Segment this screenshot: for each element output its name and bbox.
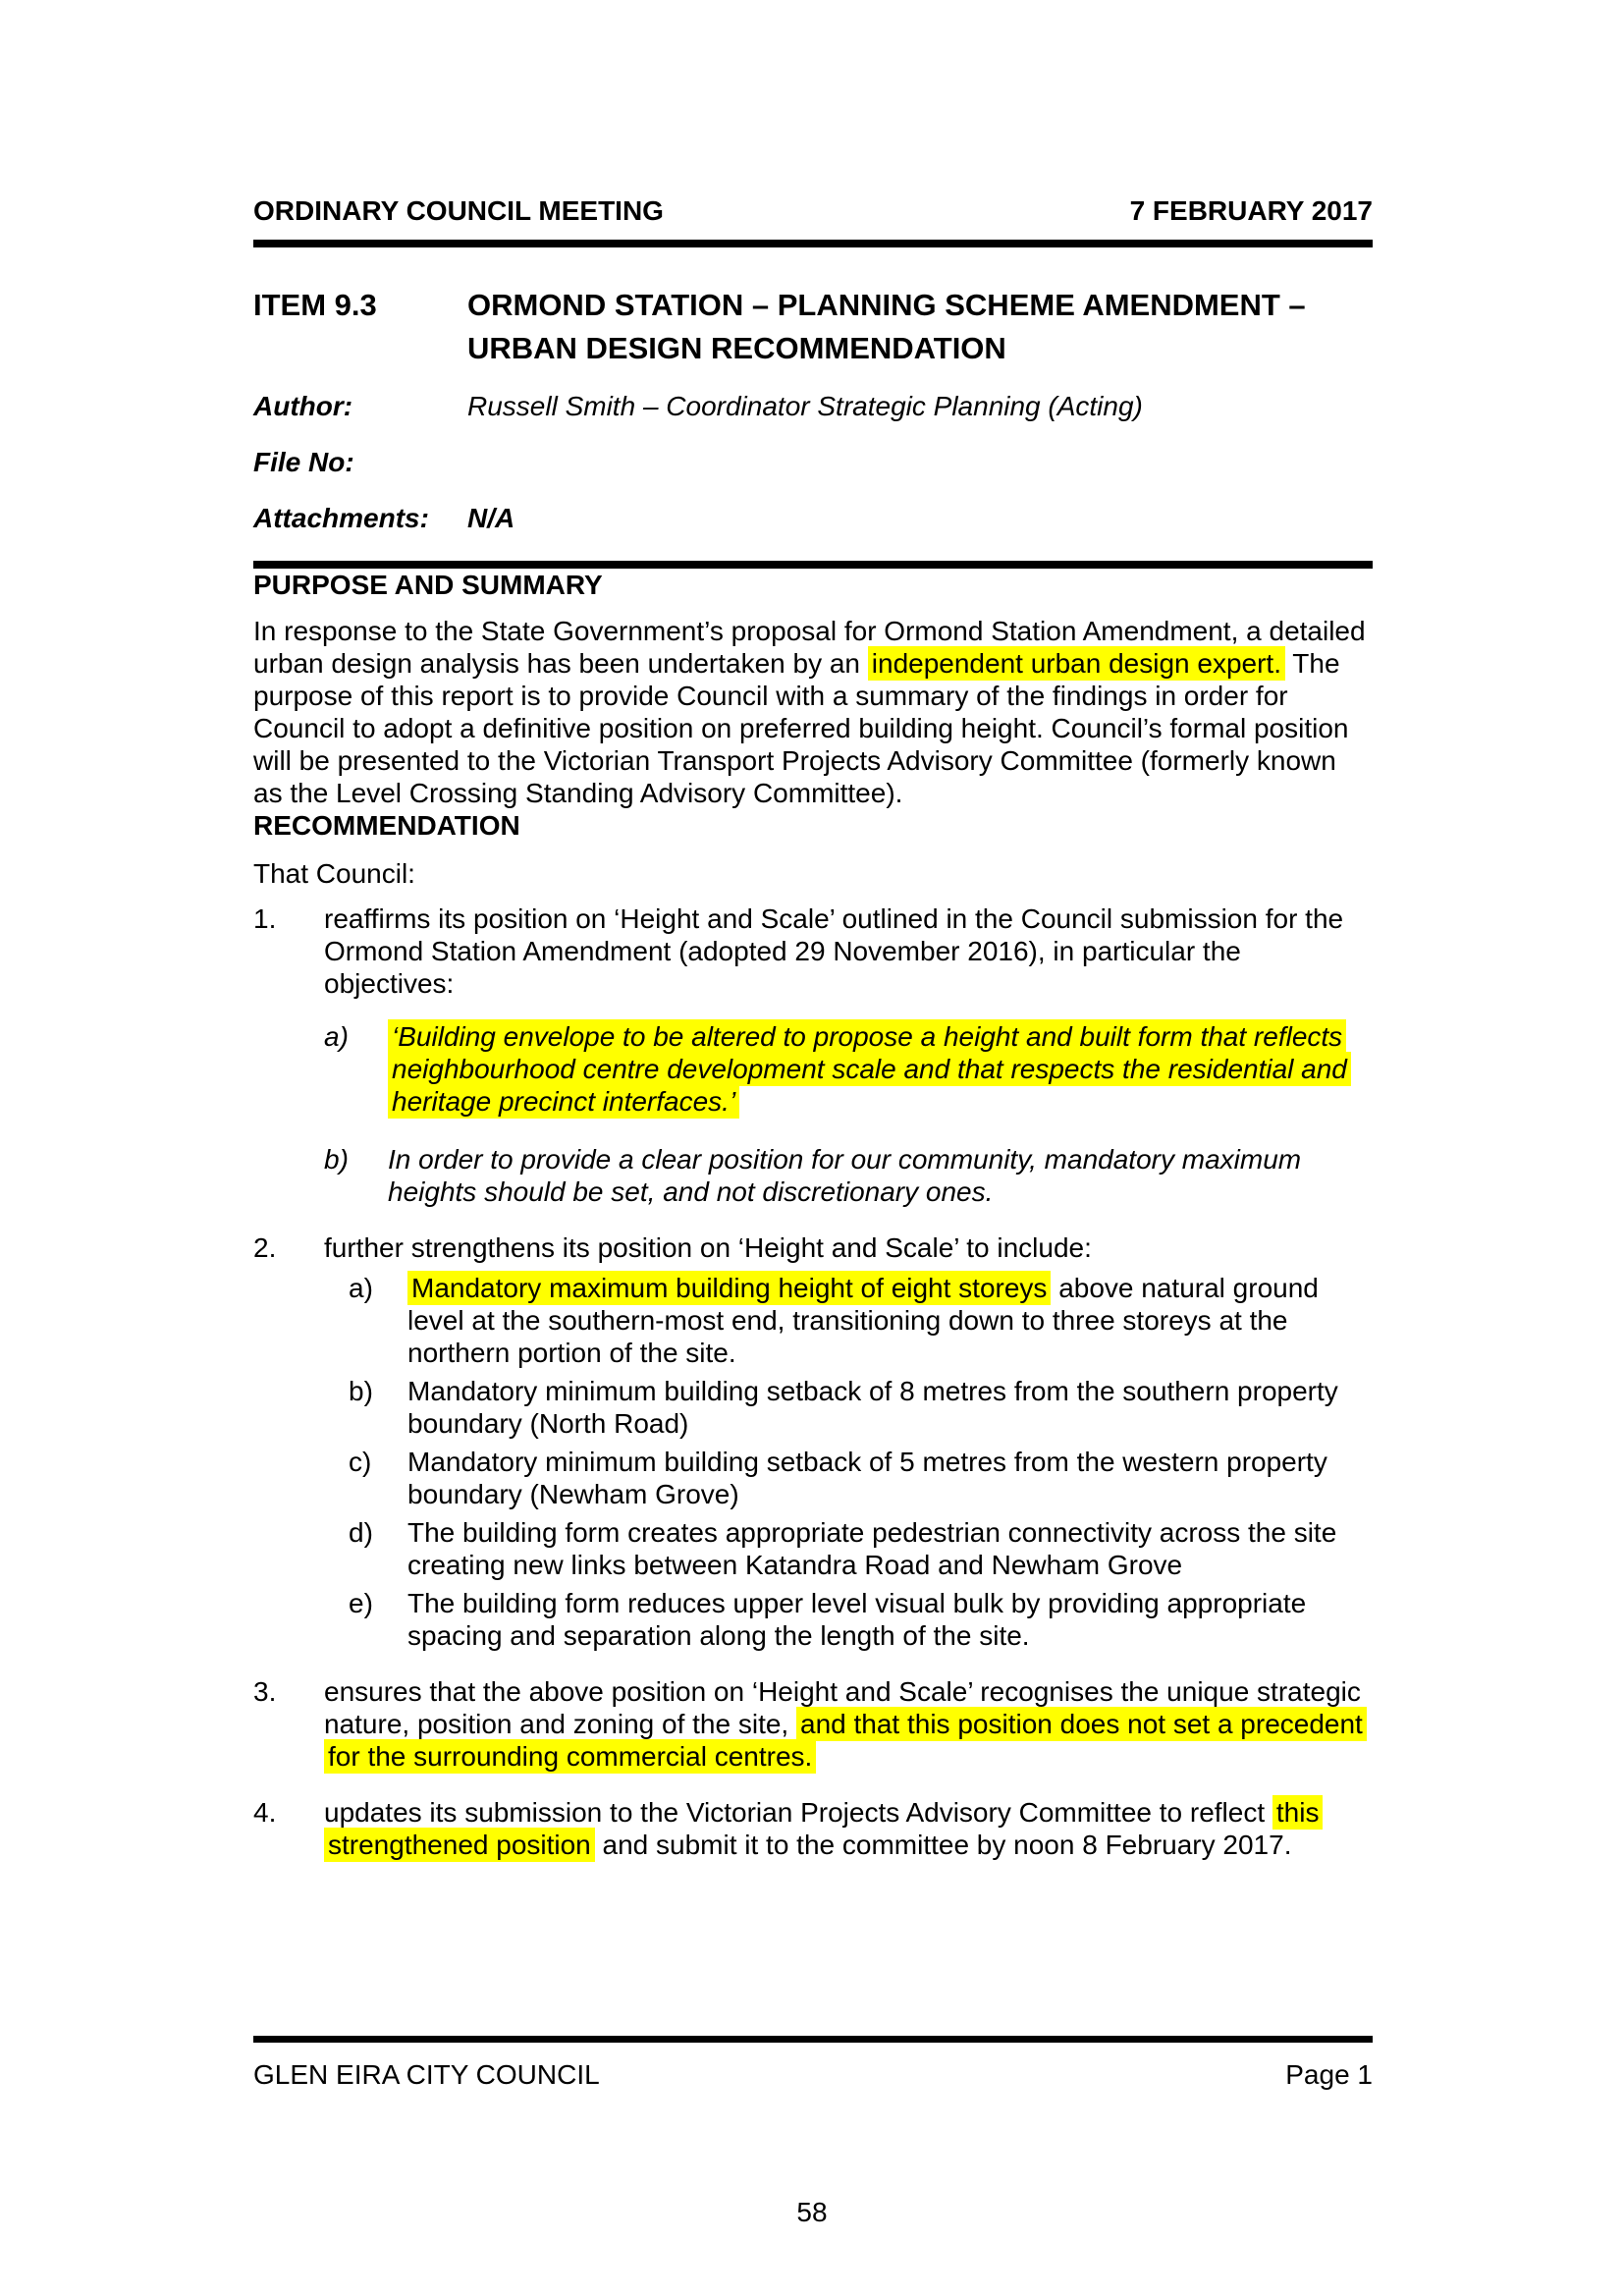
divider-rule [253,561,1373,569]
sub-item-marker: a) [349,1273,373,1303]
item-marker: 4. [253,1797,277,1828]
recommendation-heading: RECOMMENDATION [253,810,520,841]
highlighted-text: Mandatory maximum building height of eight storeys [407,1271,1051,1305]
item-heading-block [253,284,1373,370]
sub-item-marker: e) [349,1588,373,1618]
item-body [324,902,1373,1208]
text-segment: further strengthens its position on ‘Height and Scale’ to include: [324,1232,1092,1263]
meta-label: File No: [253,447,354,477]
page-header [253,194,1373,227]
meta-row-attachments [253,502,1373,534]
sub-item-list [324,1272,1373,1652]
header-meeting-date: 7 FEBRUARY 2017 [1129,195,1373,226]
recommendation-intro: That Council: [253,858,415,889]
recommendation-item-1 [253,902,1373,1208]
text-segment: In response to the State Government’s proposal for Ormond Station Amendment, a detailed urban design analysis has been undertaken by an [253,616,1366,679]
sub-item-a [324,1020,1373,1118]
text-segment: The purpose of this report is to provide Council with a summary of the findings in order for Council to adopt a definitive position on preferred building height. Council’s formal position will be presented to the Victorian Transport Projects Advisory Committee (formerly known as the Level Crossing Standing Advisory Committee). [253,648,1349,808]
meta-value: N/A [467,503,515,533]
sub-item-text [407,1587,1373,1652]
pdf-page-number: 58 [796,2197,828,2227]
recommendation-item-3 [253,1675,1373,1773]
page-footer [253,2059,1373,2091]
item-marker: 2. [253,1232,277,1263]
text-segment: and submit it to the committee by noon 8 February 2017. [594,1830,1292,1860]
sub-item-marker: c) [349,1447,372,1477]
sub-item-text [407,1375,1373,1440]
sub-item-text [388,1143,1373,1208]
text-segment: The building form reduces upper level visual bulk by providing appropriate spacing and separation along the length of the site. [407,1588,1307,1651]
item-marker: 1. [253,903,277,934]
sub-item-marker: a) [324,1021,349,1052]
highlighted-text: and that this position does not set a precedent for the surrounding commercial centres. [324,1707,1367,1774]
item-marker: 3. [253,1676,277,1707]
item-text [324,1231,1373,1264]
meta-row-author [253,390,1373,422]
sub-item-c [349,1446,1373,1510]
meta-row-file-no [253,446,1373,478]
text-segment: reaffirms its position on ‘Height and Scale’ outlined in the Council submission for the Ormond Station Amendment (adopted 29 November 2016), in particular the objectives: [324,903,1344,999]
sub-item-text [407,1516,1373,1581]
sub-item-text [407,1446,1373,1510]
item-number: ITEM 9.3 [253,288,377,322]
meta-label: Attachments: [253,503,429,533]
recommendation-list [253,902,1373,1861]
header-rule [253,240,1373,247]
purpose-paragraph [253,615,1373,809]
item-body [324,1231,1373,1652]
sub-item-b [349,1375,1373,1440]
highlighted-text: this strengthened position [324,1795,1323,1862]
footer-rule [253,2036,1373,2043]
sub-item-text [388,1020,1373,1118]
sub-item-d [349,1516,1373,1581]
text-segment: Mandatory minimum building setback of 8 metres from the southern property boundary (North Road) [407,1376,1338,1439]
meta-label: Author: [253,391,353,421]
item-title: ORMOND STATION – PLANNING SCHEME AMENDMENT – URBAN DESIGN RECOMMENDATION [467,288,1306,365]
sub-item-text [407,1272,1373,1369]
header-meeting-title: ORDINARY COUNCIL MEETING [253,195,664,226]
meta-value: Russell Smith – Coordinator Strategic Planning (Acting) [467,391,1143,421]
meta-block [253,390,1373,534]
sub-item-marker: b) [324,1144,349,1175]
page-content [253,0,1373,1861]
text-segment: Mandatory minimum building setback of 5 metres from the western property boundary (Newham Grove) [407,1447,1327,1509]
item-text [324,902,1373,1000]
item-text [324,1796,1373,1861]
highlighted-text: independent urban design expert. [868,646,1285,681]
text-segment: ensures that the above position on ‘Height and Scale’ recognises the unique strategic nature, position and zoning of the site, [324,1676,1361,1739]
recommendation-item-2 [253,1231,1373,1652]
text-segment: In order to provide a clear position for our community, mandatory maximum heights should be set, and not discretionary ones. [388,1144,1302,1207]
footer-council-name: GLEN EIRA CITY COUNCIL [253,2059,600,2090]
sub-item-list [324,1020,1373,1208]
purpose-heading: PURPOSE AND SUMMARY [253,570,603,600]
highlighted-text: ‘Building envelope to be altered to propose a height and built form that reflects neighbourhood centre development scale and that respects the residential and heritage precinct interfaces.’ [388,1019,1351,1119]
text-segment: The building form creates appropriate pedestrian connectivity across the site creating new links between Katandra Road and Newham Grove [407,1517,1337,1580]
sub-item-a [349,1272,1373,1369]
sub-item-marker: b) [349,1376,373,1406]
item-body [324,1675,1373,1773]
sub-item-b [324,1143,1373,1208]
sub-item-marker: d) [349,1517,373,1548]
footer-page-label: Page 1 [1285,2059,1373,2090]
text-segment: updates its submission to the Victorian Projects Advisory Committee to reflect [324,1797,1272,1828]
sub-item-e [349,1587,1373,1652]
item-body [324,1796,1373,1861]
item-text [324,1675,1373,1773]
recommendation-item-4 [253,1796,1373,1861]
text-segment: above natural ground level at the southern-most end, transitioning down to three storeys at the northern portion of the site. [407,1273,1319,1368]
